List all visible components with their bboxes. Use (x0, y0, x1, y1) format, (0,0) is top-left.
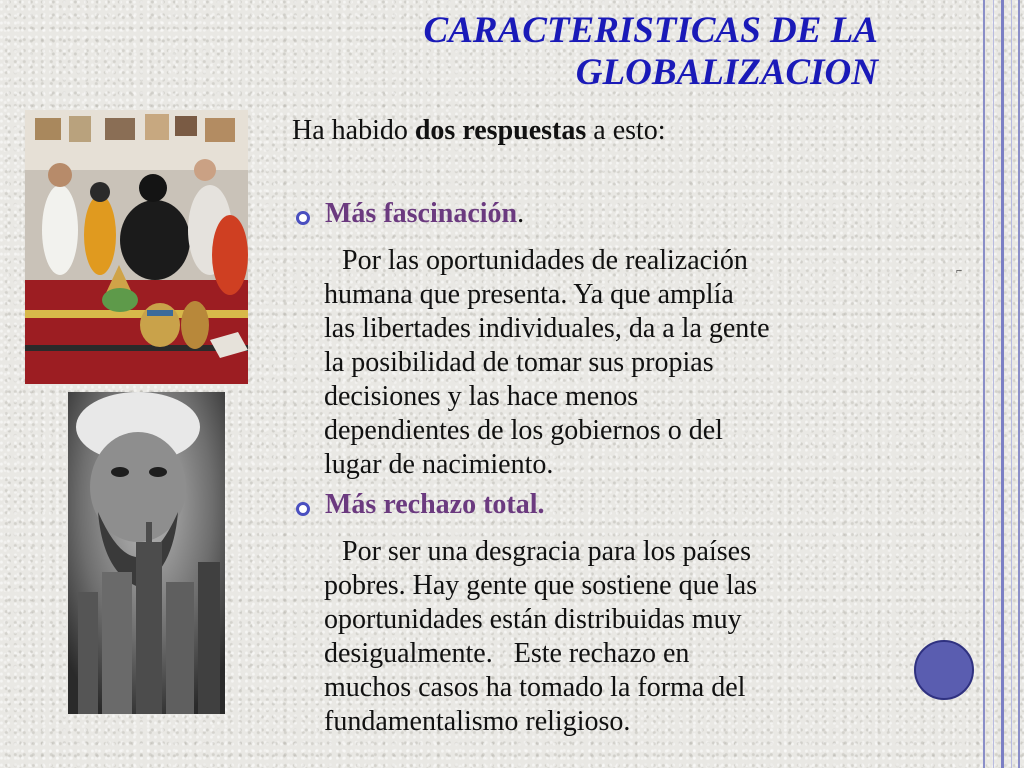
decorative-circle (914, 640, 974, 700)
intro-before: Ha habido (292, 115, 415, 146)
body-line: muchos casos ha tomado la forma del (324, 672, 746, 703)
point-heading-1-text: Más fascinación (325, 198, 518, 229)
body-line: decisiones y las hace menos (324, 381, 639, 412)
body-line: la posibilidad de tomar sus propias (324, 347, 714, 378)
slide-title (290, 10, 878, 94)
intro-text (292, 115, 666, 147)
body-line: humana que presenta. Ya que amplía (324, 279, 734, 310)
slide-title-line-2: GLOBALIZACION (575, 52, 878, 93)
body-line: fundamentalismo religioso. (324, 706, 631, 737)
point-heading-2 (325, 489, 545, 521)
right-rule-3 (1001, 0, 1004, 768)
market-scene-illustration (25, 110, 248, 384)
intro-after: a esto: (586, 115, 666, 146)
right-rule-4 (1011, 0, 1012, 768)
body-line-text: Por ser una desgracia para los países (342, 536, 751, 567)
point-body-1 (324, 244, 996, 482)
portrait-city-illustration (68, 392, 225, 714)
point-heading-2-text: Más rechazo total. (325, 489, 545, 520)
small-mark-icon: ⌐ (956, 265, 963, 277)
body-line (324, 535, 996, 569)
body-line: oportunidades están distribuidas muy (324, 604, 742, 635)
bullet-icon (296, 211, 310, 225)
slide-title-line-1: CARACTERISTICAS DE LA (423, 10, 878, 51)
point-heading-1 (325, 198, 524, 230)
body-line: dependientes de los gobiernos o del (324, 415, 723, 446)
point-heading-1-suffix: . (517, 198, 525, 229)
body-line: pobres. Hay gente que sostiene que las (324, 570, 758, 601)
body-line: lugar de nacimiento. (324, 449, 554, 480)
intro-bold: dos respuestas (414, 115, 587, 146)
photo-market-scene (25, 110, 248, 384)
body-line: las libertades individuales, da a la gente (324, 313, 770, 344)
body-line (324, 244, 996, 278)
right-rule-5 (1018, 0, 1020, 768)
point-body-2 (324, 535, 996, 739)
body-line-text: Por las oportunidades de realización (342, 245, 748, 276)
body-line: desigualmente. Este rechazo en (324, 638, 690, 669)
bullet-icon (296, 502, 310, 516)
photo-portrait-city (68, 392, 225, 714)
